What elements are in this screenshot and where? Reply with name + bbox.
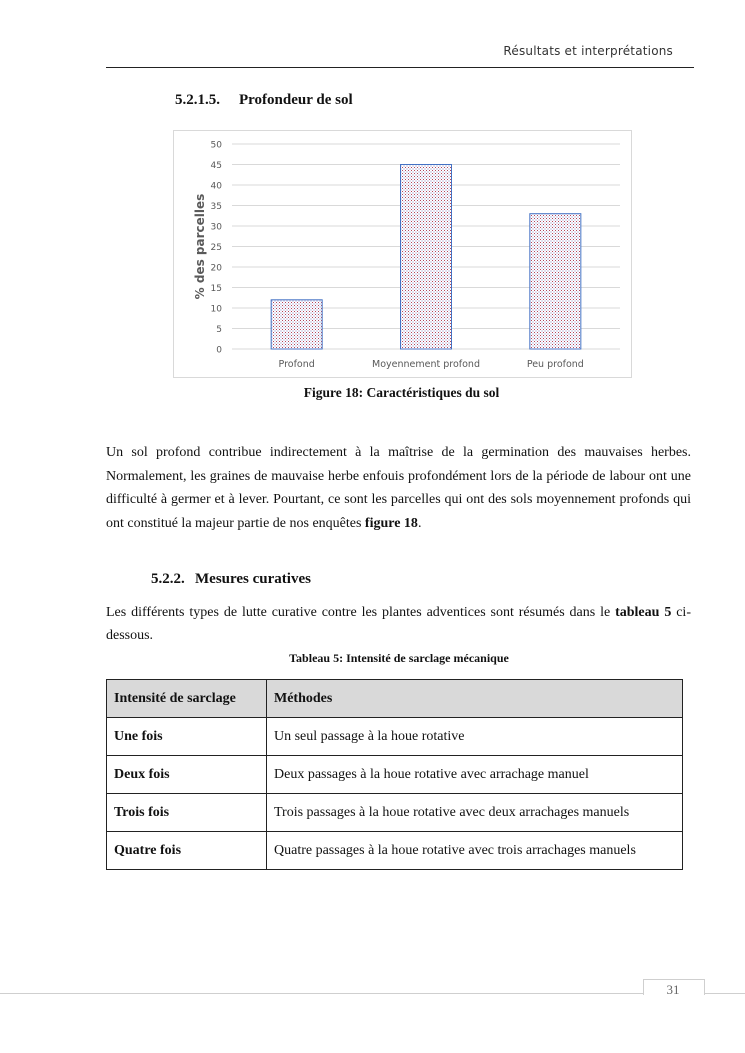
intensity-cell: Quatre fois bbox=[107, 832, 267, 870]
y-tick-label: 0 bbox=[216, 345, 222, 356]
x-tick-label: Moyennement profond bbox=[372, 359, 480, 370]
section-heading-curative bbox=[151, 571, 311, 588]
chart-canvas bbox=[174, 131, 633, 379]
table-caption: Tableau 5: Intensité de sarclage mécanique bbox=[289, 651, 509, 665]
intro-end: ci-dessous. bbox=[106, 605, 691, 643]
bar bbox=[401, 165, 452, 350]
y-tick-label: 40 bbox=[210, 181, 222, 192]
table-row bbox=[107, 756, 683, 794]
figure-caption: Figure 18: Caractéristiques du sol bbox=[303, 385, 500, 400]
paragraph-end: . bbox=[417, 515, 422, 531]
intensity-cell: Trois fois bbox=[107, 794, 267, 832]
section-heading-depth bbox=[175, 92, 353, 109]
section-number: 5.2.2. bbox=[151, 571, 185, 587]
x-tick-label: Profond bbox=[278, 359, 315, 370]
page-number: 31 bbox=[666, 982, 680, 997]
y-tick-label: 5 bbox=[216, 325, 222, 335]
y-tick-label: 50 bbox=[210, 140, 222, 151]
table-row bbox=[107, 718, 683, 756]
weeding-intensity-table bbox=[106, 679, 683, 870]
table-row bbox=[107, 832, 683, 870]
soil-depth-chart bbox=[173, 130, 632, 378]
y-tick-label: 30 bbox=[210, 222, 222, 233]
figure-reference: figure 18 bbox=[364, 515, 418, 531]
section-number: 5.2.1.5. bbox=[175, 92, 220, 108]
footer-rule bbox=[0, 993, 745, 994]
method-cell: Trois passages à la houe rotative avec deux arrachages manuels bbox=[267, 794, 683, 832]
y-tick-label: 45 bbox=[210, 161, 222, 171]
y-tick-label: 10 bbox=[210, 304, 222, 315]
method-cell: Deux passages à la houe rotative avec arrachage manuel bbox=[267, 756, 683, 794]
intro-paragraph bbox=[106, 601, 691, 647]
method-cell: Un seul passage à la houe rotative bbox=[267, 718, 683, 756]
method-cell: Quatre passages à la houe rotative avec trois arrachages manuels bbox=[267, 832, 683, 870]
intensity-cell: Une fois bbox=[107, 718, 267, 756]
y-tick-label: 20 bbox=[210, 263, 222, 274]
y-tick-label: 15 bbox=[210, 284, 222, 294]
column-header: Méthodes bbox=[267, 680, 683, 718]
bar bbox=[530, 214, 581, 349]
y-axis-label: % des parcelles bbox=[193, 193, 207, 300]
running-header: Résultats et interprétations bbox=[503, 44, 673, 58]
column-header: Intensité de sarclage bbox=[107, 680, 267, 718]
y-tick-label: 25 bbox=[210, 243, 222, 253]
paragraph-text: Un sol profond contribue indirectement à la maîtrise de la germination des mauvaises herbes. Normalement, les graines de mauvaise herbe enfouis profondément lors de la période de labour ont une difficulté à germer et à lever. Pourtant, ce sont les parcelles qui ont des sols moyennement profonds qui ont constitué la majeur partie de nos enquêtes bbox=[106, 445, 691, 531]
body-paragraph bbox=[106, 441, 691, 535]
y-tick-label: 35 bbox=[210, 202, 222, 212]
header-rule bbox=[106, 67, 694, 68]
table-header-row bbox=[107, 680, 683, 718]
table-reference: tableau 5 bbox=[615, 605, 672, 620]
intensity-cell: Deux fois bbox=[107, 756, 267, 794]
table-row bbox=[107, 794, 683, 832]
x-tick-label: Peu profond bbox=[526, 359, 584, 370]
bar bbox=[271, 300, 322, 349]
section-title: Profondeur de sol bbox=[239, 92, 353, 108]
intro-text: Les différents types de lutte curative contre les plantes adventices sont résumés dans le bbox=[106, 605, 616, 620]
section-title: Mesures curatives bbox=[195, 571, 311, 587]
